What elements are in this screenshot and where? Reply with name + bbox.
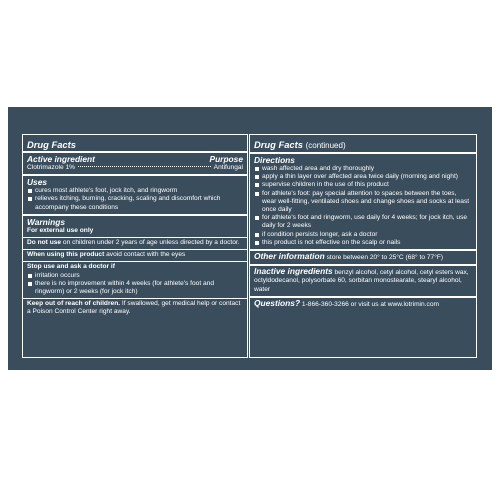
other-information-heading: Other information: [254, 251, 325, 262]
when-using-text: avoid contact with the eyes: [106, 251, 186, 259]
external-use-text: For external use only: [27, 226, 94, 234]
keep-out-section: [23, 298, 247, 318]
inactive-ingredients-text: benzyl alcohol, cetyl alcohol, cetyl esters wax, octyldodecanol, polysorbate 60, sorbitan monostearate, stearyl alcohol, water: [254, 269, 469, 293]
uses-item: cures most athlete's foot, jock itch, and ringworm: [27, 187, 243, 195]
directions-section: [250, 152, 476, 249]
drug-facts-label: [8, 107, 492, 370]
questions-heading: Questions?: [254, 297, 301, 308]
do-not-use-section: [23, 237, 247, 249]
directions-item: this product is not effective on the scalp or nails: [254, 239, 472, 247]
active-ingredient-purpose: Antifungal: [213, 164, 243, 171]
keep-out-text: If swallowed, get medical help or contact a Poison Control Center right away.: [27, 300, 241, 316]
purpose-heading: Purpose: [209, 154, 243, 164]
continued-label: (continued): [305, 141, 346, 150]
drug-facts-panel-left: [22, 134, 248, 358]
directions-heading: Directions: [254, 155, 295, 165]
uses-heading: Uses: [27, 177, 48, 188]
active-ingredient-name: Clotrimazole 1%: [27, 164, 76, 171]
stop-use-section: [23, 261, 247, 298]
drug-facts-title: Drug Facts: [254, 139, 303, 150]
stop-use-heading: Stop use and ask a doctor if: [27, 263, 115, 271]
other-information-section: [250, 249, 476, 264]
directions-item: supervise children in the use of this product: [254, 181, 472, 189]
when-using-section: [23, 249, 247, 261]
directions-item: for athlete's foot and ringworm, use daily for 4 weeks; for jock itch, use daily for 2 weeks: [254, 214, 472, 230]
uses-item: relieves itching, burning, cracking, scaling and discomfort which accompany these conditions: [27, 195, 243, 211]
do-not-use-text: on children under 2 years of age unless directed by a doctor.: [62, 239, 240, 247]
inactive-ingredients-heading: Inactive ingredients: [254, 266, 333, 277]
other-information-text: store between 20° to 25°C (68° to 77°F): [326, 254, 444, 262]
inactive-ingredients-section: [250, 264, 476, 296]
directions-item: apply a thin layer over affected area twice daily (morning and night): [254, 173, 472, 181]
do-not-use-label: Do not use: [27, 239, 62, 247]
warnings-heading: Warnings: [27, 216, 66, 227]
directions-item: wash affected area and dry thoroughly: [254, 165, 472, 173]
directions-item: if condition persists longer, ask a doctor: [254, 231, 472, 239]
stop-use-item: there is no improvement within 4 weeks (for athlete's foot and ringworm) or 2 weeks (for jock itch): [27, 280, 243, 296]
drug-facts-continued-title: [250, 135, 476, 152]
questions-section: [250, 296, 476, 311]
uses-section: [23, 174, 247, 214]
directions-item: for athlete's foot: pay special attention to spaces between the toes, wear well-fitting, ventilated shoes and change shoes and socks at least once daily: [254, 190, 472, 215]
leader-dots: [78, 166, 211, 167]
active-ingredient-heading: Active ingredient: [27, 154, 95, 164]
drug-facts-panel-right: [249, 134, 477, 358]
questions-text: 1-866-360-3266 or visit us at www.lotrimin.com: [301, 300, 439, 308]
drug-facts-title: Drug Facts: [27, 139, 76, 150]
keep-out-label: Keep out of reach of children.: [27, 300, 121, 308]
active-ingredient-section: [23, 151, 247, 174]
stop-use-item: irritation occurs: [27, 272, 243, 280]
when-using-label: When using this product: [27, 251, 105, 259]
warnings-section: [23, 214, 247, 237]
